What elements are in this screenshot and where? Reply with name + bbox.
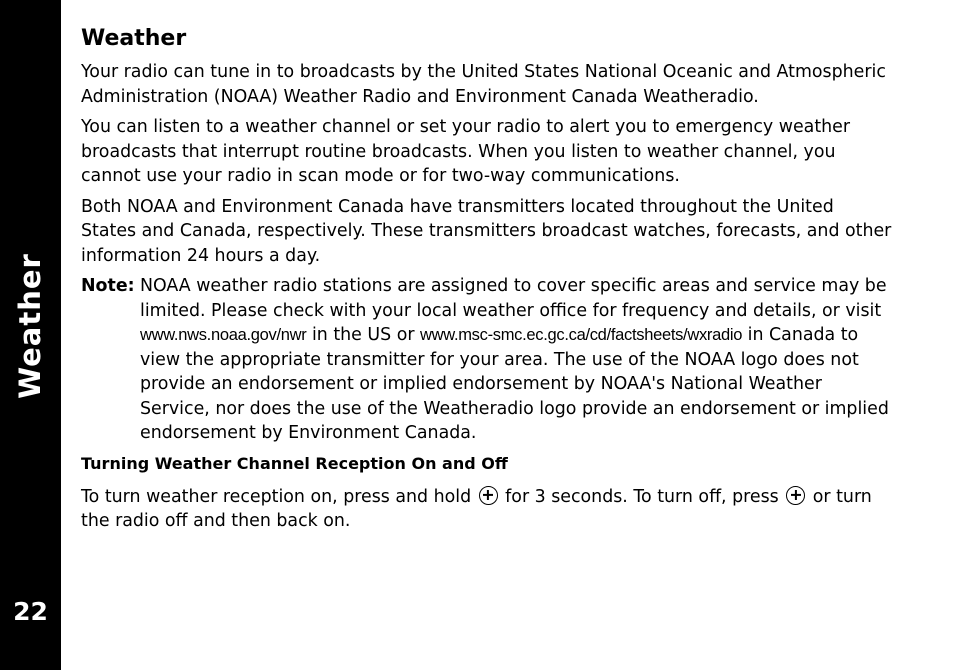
page-title: Weather xyxy=(81,26,187,51)
section-subheading: Turning Weather Channel Reception On and Off xyxy=(81,453,508,473)
instructions-text-3: or turn the radio off and then back on. xyxy=(81,486,872,531)
note-text-1: NOAA weather radio stations are assigned to cover specific areas and service may be limited. Please check with your local weather office for frequency and details, or visit xyxy=(140,276,887,321)
note-body xyxy=(140,274,893,446)
side-tab xyxy=(0,0,61,670)
plus-button-icon xyxy=(479,486,498,505)
side-tab-title: Weather xyxy=(13,253,47,399)
note-text-2: in the US or xyxy=(306,325,421,345)
nws-url-link[interactable]: www.nws.noaa.gov/nwr xyxy=(140,326,307,344)
page-number: 22 xyxy=(13,597,48,626)
msc-url-link[interactable]: www.msc-smc.ec.gc.ca/cd/factsheets/wxradio xyxy=(420,326,743,344)
intro-paragraph: Your radio can tune in to broadcasts by the United States National Oceanic and Atmospheric Administration (NOAA) Weather Radio and Environment Canada Weatheradio. xyxy=(81,62,886,107)
page-content xyxy=(81,24,893,540)
plus-button-icon xyxy=(786,486,805,505)
instructions-text-1: To turn weather reception on, press and hold xyxy=(81,486,477,507)
listening-paragraph: You can listen to a weather channel or set your radio to alert you to emergency weather broadcasts that interrupt routine broadcasts. When you listen to weather channel, you cannot use your radio in scan mode or for two-way communications. xyxy=(81,117,851,186)
instructions-paragraph xyxy=(81,485,893,534)
note-block xyxy=(81,274,893,446)
note-text-3: in Canada to view the appropriate transmitter for your area. The use of the NOAA logo does not provide an endorsement or implied endorsement by NOAA's National Weather Service, nor does the use of the Weatheradio logo provide an endorsement or implied endorsement by Environment Canada. xyxy=(140,325,889,443)
instructions-text-2: for 3 seconds. To turn off, press xyxy=(499,486,785,507)
transmitters-paragraph: Both NOAA and Environment Canada have transmitters located throughout the United States and Canada, respectively. These transmitters broadcast watches, forecasts, and other information 24 hours a day. xyxy=(81,196,892,266)
note-label: Note: xyxy=(81,276,135,296)
